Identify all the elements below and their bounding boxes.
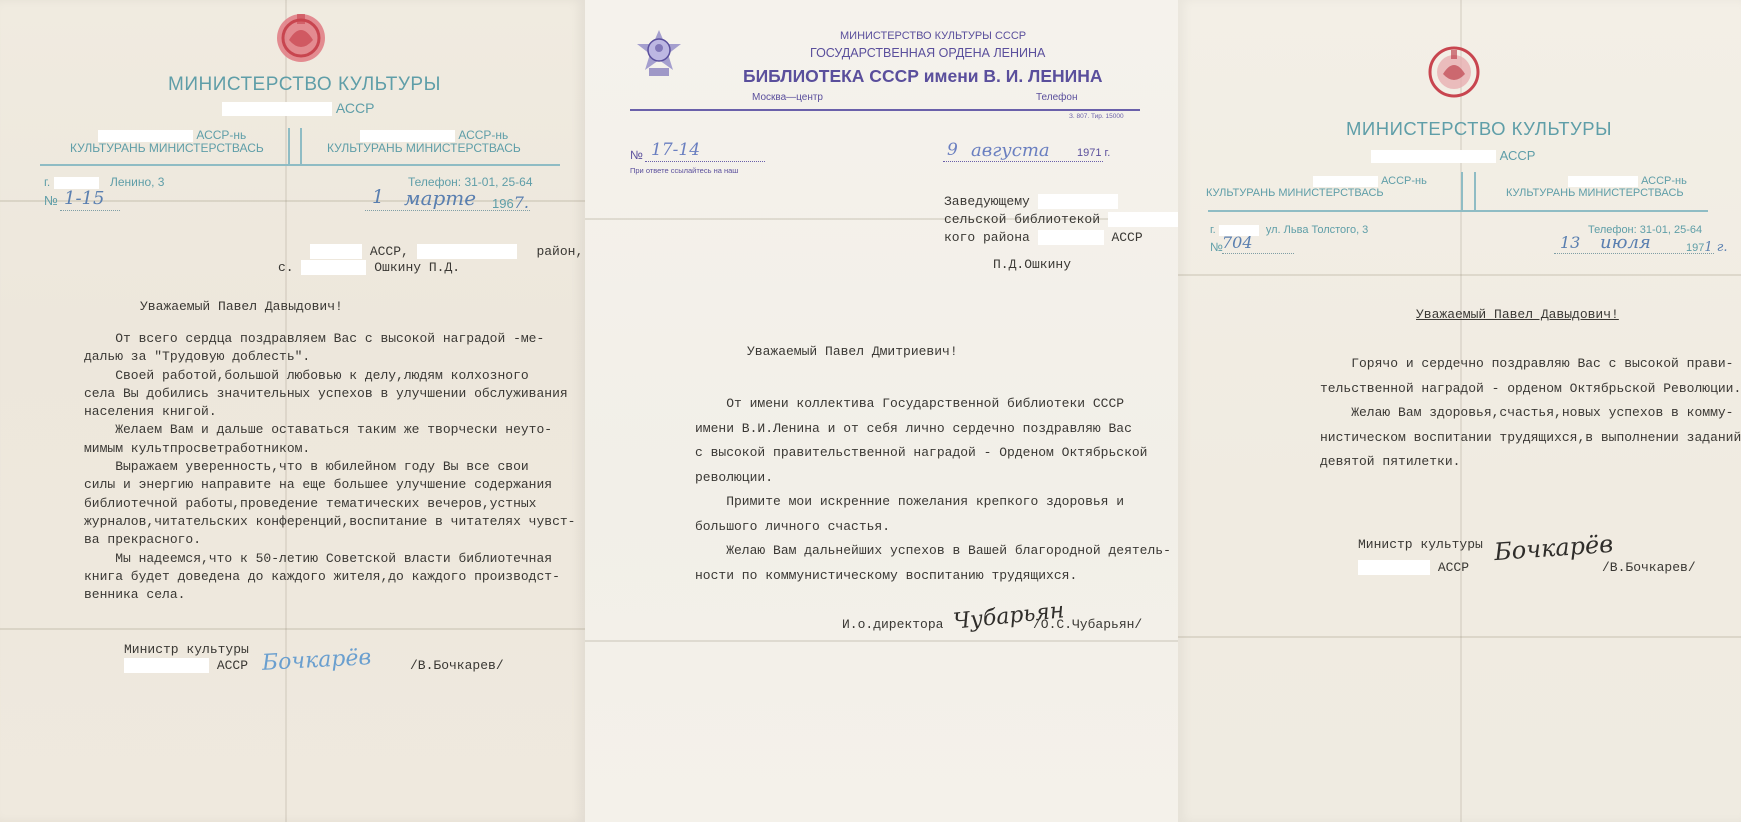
- body-line: революции.: [695, 469, 774, 485]
- number-value: 1-15: [64, 188, 105, 209]
- date-underline: [1554, 253, 1714, 254]
- divider-vertical: [1474, 172, 1476, 210]
- date-day: 13: [1560, 233, 1581, 252]
- body-line: Желаю Вам здоровья,счастья,новых успехов в комму-: [1320, 405, 1734, 420]
- recipient-assr: АССР,: [369, 244, 409, 259]
- body-line: тельственной наградой - орденом Октябрьской Революции.: [1320, 380, 1741, 396]
- body-line: девятой пятилетки.: [1320, 454, 1461, 469]
- body-line: От всего сердца поздравляем Вас с высокой наградой -ме-: [84, 331, 545, 346]
- left-column-top: [98, 128, 246, 142]
- phone-label: Телефон: 31-01, 25-64: [1588, 224, 1703, 236]
- salutation: Уважаемый Павел Давыдович!: [1416, 307, 1619, 322]
- date-year-suffix: 1 г.: [1704, 240, 1728, 255]
- minister-name: /В.Бочкарев/: [1602, 560, 1696, 575]
- date-month: марте: [404, 186, 477, 210]
- print-code: З. 807. Тир. 15000: [1069, 113, 1124, 120]
- divider-vertical: [300, 128, 302, 166]
- body-line: Горячо и сердечно поздравляю Вас с высокой прави-: [1320, 356, 1734, 371]
- date-underline: [365, 210, 530, 211]
- body-line: книга будет доведена до каждого жителя,до каждого производст-: [84, 568, 560, 584]
- date-year-suffix: 1 г.: [1095, 147, 1111, 159]
- right-column-top-text: АССР-нь: [1641, 175, 1687, 187]
- right-column-bottom: КУЛЬТУРАНЬ МИНИСТЕРСТВАСЬ: [1506, 187, 1684, 199]
- date-month: августа: [971, 140, 1050, 161]
- right-column-top: [360, 128, 508, 142]
- left-column-bottom: КУЛЬТУРАНЬ МИНИСТЕРСТВАСЬ: [70, 141, 264, 155]
- minister-assr-line: [1358, 559, 1469, 577]
- recipient-line-2: [944, 211, 1178, 229]
- assr-line: [222, 100, 374, 116]
- signature: Бочкарёв: [1493, 529, 1615, 567]
- recipient-line-3: [944, 229, 1143, 247]
- director-title: И.о.директора: [842, 617, 944, 632]
- right-column-top: [1568, 175, 1687, 187]
- street-label: Ленино, 3: [109, 175, 165, 189]
- recipient-title: Заведующему: [944, 194, 1030, 209]
- state-order-header: ГОСУДАРСТВЕННАЯ ОРДЕНА ЛЕНИНА: [810, 46, 1046, 60]
- minister-title: Министр культуры: [1358, 537, 1483, 552]
- redaction: [1371, 150, 1496, 163]
- letter-left: [0, 0, 585, 822]
- recipient-assr: АССР: [1111, 230, 1143, 245]
- recipient-name: П.Д.Ошкину: [993, 257, 1072, 272]
- minister-name: /В.Бочкарев/: [410, 658, 504, 673]
- minister-assr-line: [124, 657, 248, 675]
- body-line: Желаем Вам и дальше оставаться таким же творчески неуто-: [84, 422, 553, 438]
- order-of-lenin-icon: [635, 28, 683, 80]
- redaction: [417, 244, 517, 259]
- salutation: Уважаемый Павел Давыдович!: [140, 299, 343, 314]
- number-underline: [1222, 253, 1294, 254]
- date-year-prefix: 197: [1077, 147, 1096, 159]
- recipient-district: район,: [536, 244, 584, 259]
- body-line: с высокой правительственной наградой - Орденом Октябрьской: [695, 445, 1148, 460]
- minister-assr: АССР: [216, 658, 249, 673]
- minister-title: Министр культуры: [124, 642, 249, 657]
- number-underline: [60, 210, 120, 211]
- body-line: мимым культпросветработником.: [84, 440, 311, 456]
- body-line: населения книгой.: [84, 404, 217, 420]
- salutation: Уважаемый Павел Дмитриевич!: [747, 344, 958, 359]
- number-label: №: [630, 148, 643, 162]
- number-value: 17-14: [651, 140, 701, 160]
- coat-of-arms-seal-icon: [1426, 44, 1482, 100]
- paper-fold: [585, 640, 1178, 642]
- left-column-top-text: АССР-нь: [196, 128, 247, 142]
- body-line: имени В.И.Ленина и от себя лично сердечно поздравляю Вас: [695, 420, 1132, 436]
- recipient-library: сельской библиотекой: [944, 212, 1101, 227]
- body-line: ности по коммунистическому воспитанию трудящихся.: [695, 567, 1078, 583]
- divider-horizontal: [1208, 210, 1708, 212]
- recipient-district: кого района: [944, 230, 1030, 245]
- signature: Бочкарёв: [261, 645, 372, 676]
- date-year: [1077, 147, 1110, 159]
- assr-label: АССР: [1499, 148, 1536, 163]
- date-underline: [943, 161, 1103, 162]
- body-line: Своей работой,большой любовью к делу,людям колхозного: [84, 367, 529, 383]
- recipient-village: с.: [278, 260, 294, 275]
- body-line: От имени коллектива Государственной библиотеки СССР: [695, 396, 1125, 411]
- redaction: [1568, 176, 1638, 187]
- paper-fold: [0, 628, 585, 630]
- ministry-title: МИНИСТЕРСТВО КУЛЬТУРЫ: [168, 74, 441, 95]
- letter-body: [84, 330, 575, 604]
- redaction: [301, 260, 366, 275]
- left-column-top-text: АССР-нь: [1381, 175, 1427, 187]
- body-line: Примите мои искренние пожелания крепкого здоровья и: [695, 494, 1125, 509]
- body-line: Выражаем уверенность,что в юбилейном году Вы все свои: [84, 459, 529, 475]
- number-underline: [645, 161, 765, 162]
- date-day: 1: [372, 186, 385, 208]
- address-line: [44, 175, 164, 189]
- header-rule: [630, 109, 1140, 111]
- assr-label: АССР: [335, 100, 375, 116]
- letter-body: [695, 392, 1171, 588]
- street-label: ул. Льва Толстого, 3: [1265, 224, 1369, 236]
- number-value: 704: [1222, 233, 1253, 252]
- assr-line: [1371, 148, 1535, 163]
- redaction: [1313, 176, 1378, 187]
- ministry-header: МИНИСТЕРСТВО КУЛЬТУРЫ СССР: [840, 30, 1027, 42]
- right-column-bottom: КУЛЬТУРАНЬ МИНИСТЕРСТВАСЬ: [327, 141, 521, 155]
- phone-label: Телефон: [1036, 92, 1078, 103]
- body-line: большого личного счастья.: [695, 518, 891, 534]
- redaction: [222, 102, 332, 116]
- body-line: Мы надеемся,что к 50-летию Советской власти библиотечная: [84, 550, 553, 566]
- date-year-prefix: 197: [1686, 242, 1705, 254]
- body-line: силы и энергию направите на еще большее улучшение содержания: [84, 477, 553, 493]
- library-title: БИБЛИОТЕКА СССР имени В. И. ЛЕНИНА: [743, 66, 1103, 86]
- ministry-title: МИНИСТЕРСТВО КУЛЬТУРЫ: [1346, 118, 1613, 139]
- signature: Чубарьян: [951, 598, 1066, 635]
- redaction: [124, 658, 209, 673]
- letter-middle: [585, 0, 1178, 822]
- city-label: г.: [1210, 224, 1216, 236]
- phone-label: Телефон: 31-01, 25-64: [408, 175, 533, 189]
- number-label: №: [44, 193, 58, 208]
- body-line: венника села.: [84, 587, 186, 603]
- body-line: Желаю Вам дальнейших успехов в Вашей благородной деятель-: [695, 543, 1171, 558]
- body-line: далью за "Трудовую доблесть".: [84, 349, 311, 365]
- right-column-top-text: АССР-нь: [458, 128, 509, 142]
- body-line: ва прекрасного.: [84, 532, 202, 548]
- left-column-bottom: КУЛЬТУРАНЬ МИНИСТЕРСТВАСЬ: [1206, 187, 1384, 199]
- divider-horizontal: [40, 164, 560, 166]
- body-line: нистическом воспитании трудящихся,в выполнении заданий: [1320, 429, 1741, 445]
- divider-vertical: [1461, 172, 1463, 210]
- number-label: №: [1210, 240, 1223, 254]
- body-line: журналов,читательских конференций,воспитание в читателях чувст-: [84, 513, 576, 529]
- body-line: библиотечной работы,проведение тематических вечеров,устных: [84, 495, 537, 511]
- minister-assr: АССР: [1437, 560, 1470, 575]
- moscow-label: Москва—центр: [752, 92, 823, 103]
- reply-note: При ответе ссылайтесь на наш: [630, 166, 739, 175]
- redaction: [310, 244, 362, 259]
- body-line: села Вы добились значительных успехов в улучшении обслуживания: [84, 385, 568, 401]
- redaction: [1358, 560, 1430, 575]
- coat-of-arms-seal-icon: [273, 10, 329, 66]
- redaction: [1038, 230, 1104, 245]
- date-year-suffix: 7.: [513, 193, 529, 212]
- recipient-name: Ошкину П.Д.: [374, 260, 461, 275]
- left-column-top: [1313, 175, 1427, 187]
- date-year-prefix: 196: [492, 196, 514, 211]
- divider-vertical: [288, 128, 290, 166]
- date-day: 9: [947, 140, 958, 160]
- redaction: [1108, 212, 1178, 227]
- city-label: г.: [44, 175, 51, 189]
- director-name: /О.С.Чубарьян/: [1033, 617, 1143, 632]
- letter-right: [1178, 0, 1741, 822]
- recipient-line-1: [944, 193, 1118, 211]
- date-month: июля: [1600, 232, 1651, 253]
- recipient-line-2: [278, 259, 460, 277]
- redaction: [1038, 194, 1118, 209]
- letter-body: [1320, 352, 1741, 475]
